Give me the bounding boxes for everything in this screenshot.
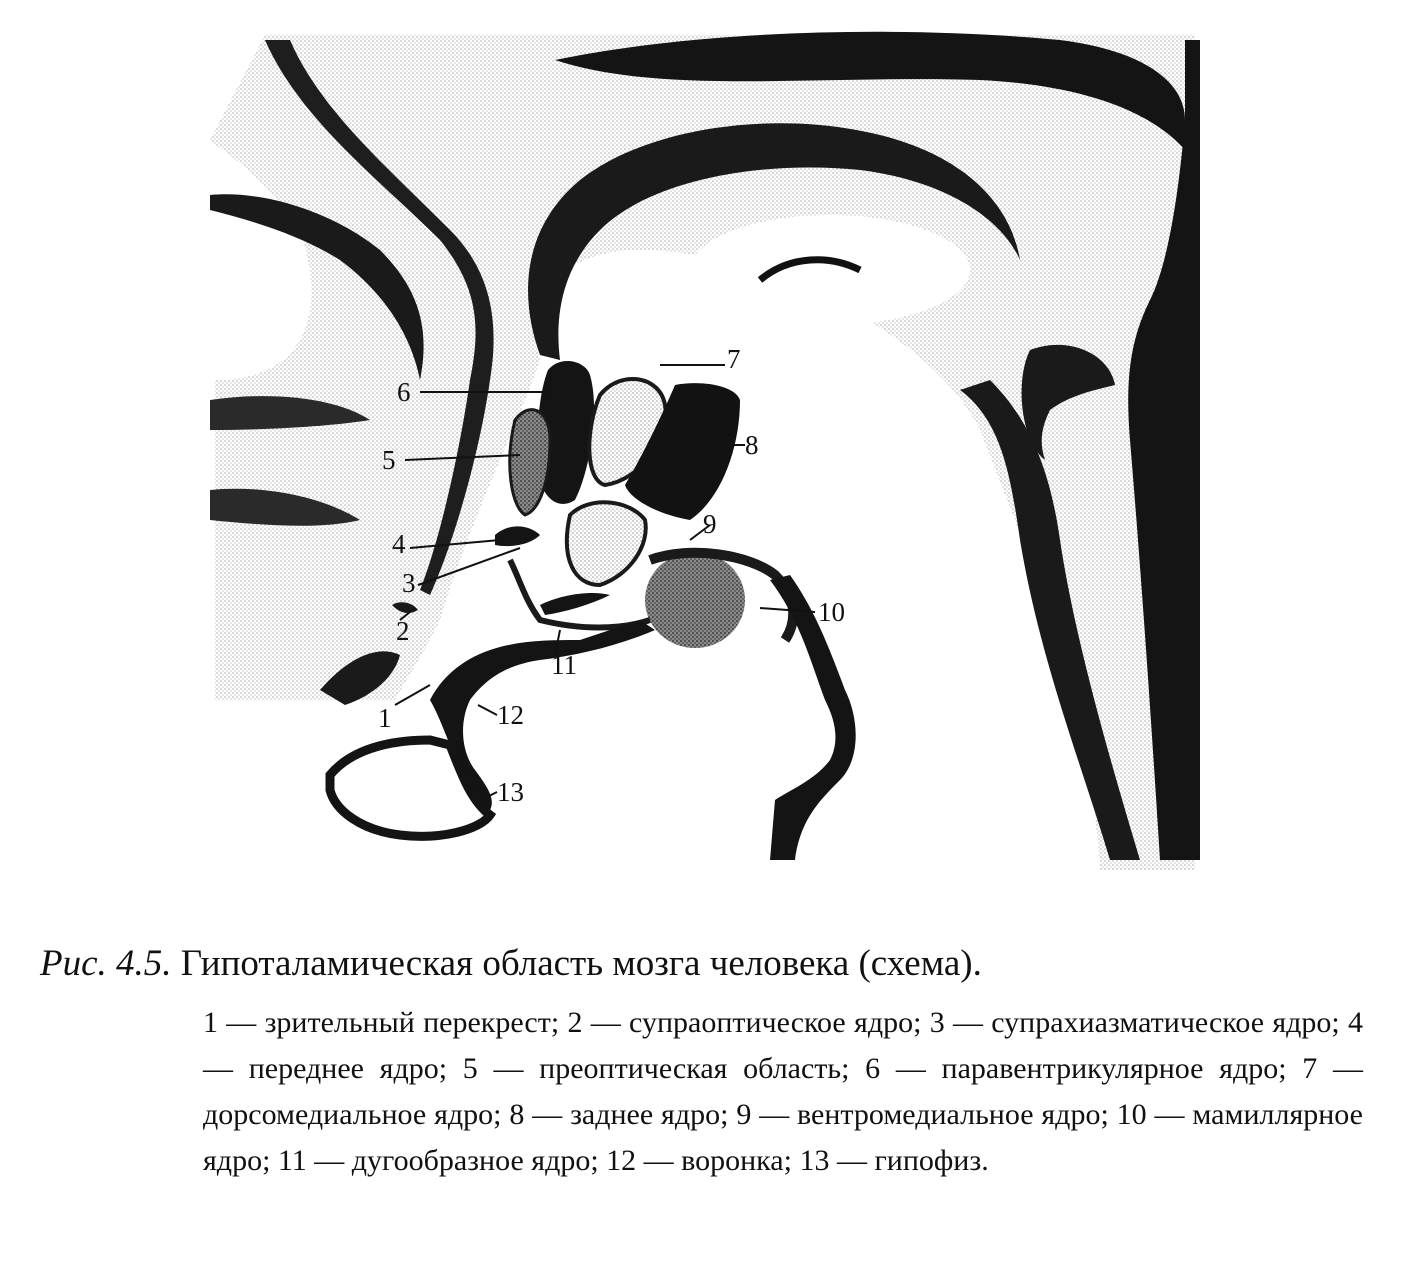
label-5: 5 <box>382 445 396 475</box>
label-12: 12 <box>497 700 524 730</box>
figure-caption <box>40 942 1380 1184</box>
label-1: 1 <box>378 703 392 733</box>
label-13: 13 <box>497 777 524 807</box>
ventromedial-nucleus-shape <box>567 502 646 585</box>
mammillary-body-shape <box>645 552 745 648</box>
label-8: 8 <box>745 430 759 460</box>
caption-title-line <box>40 942 1380 986</box>
caption-title: Гипоталамическая область мозга человека (схема). <box>180 943 982 984</box>
label-10: 10 <box>818 597 845 627</box>
anterior-nucleus-shape <box>495 526 540 546</box>
label-9: 9 <box>703 509 717 539</box>
label-2: 2 <box>396 616 410 646</box>
preoptic-shape <box>510 410 550 515</box>
arcuate-nucleus-shape <box>540 593 610 615</box>
label-11: 11 <box>551 650 577 680</box>
thalamus <box>690 215 970 325</box>
figure-number: Рис. 4.5. <box>40 943 172 984</box>
label-6: 6 <box>397 377 411 407</box>
caption-legend: 1 — зрительный перекрест; 2 — супраоптическое ядро; 3 — супрахиазматическое ядро; 4 — переднее ядро; 5 — преоптическая область; 6 — паравентрикулярное ядро; 7 — дорсомедиальное ядро; 8 — заднее ядро; 9 — вентромедиальное ядро; 10 — мамиллярное ядро; 11 — дугообразное ядро; 12 — воронка; 13 — гипофиз. <box>203 1006 1363 1177</box>
label-7: 7 <box>727 344 741 374</box>
label-3: 3 <box>402 568 416 598</box>
label-4: 4 <box>392 529 406 559</box>
